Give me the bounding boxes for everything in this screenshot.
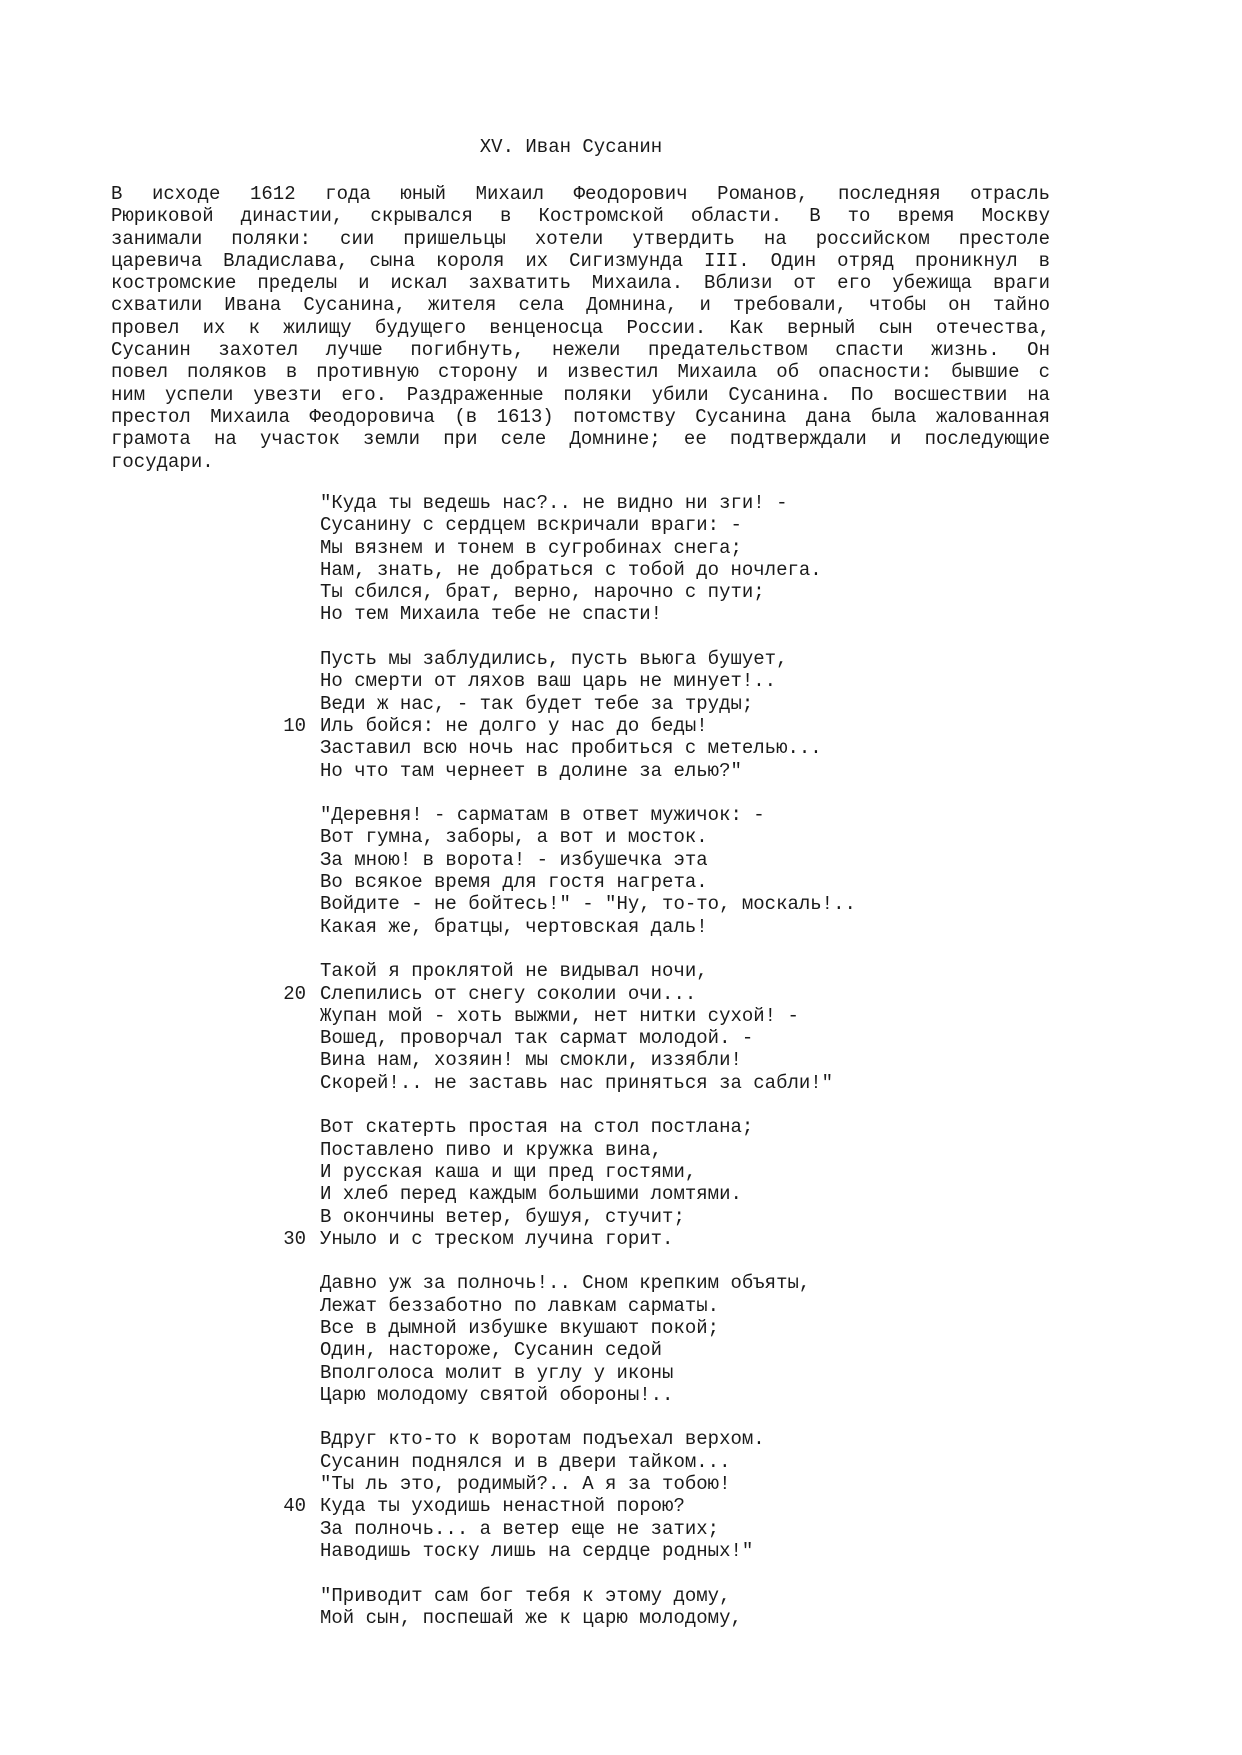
- poem-line-text: Вдруг кто-то к воротам подъехал верхом.: [320, 1428, 765, 1451]
- poem-line: [282, 1027, 1082, 1049]
- poem-line-text: За полночь... а ветер еще не затих;: [320, 1517, 720, 1540]
- intro-line: повел поляков в противную сторону и известил Михаила об опасности: бывшие с: [111, 361, 1050, 384]
- poem-line: [282, 826, 1082, 848]
- poem-line-text: Царю молодому святой обороны!..: [320, 1383, 674, 1406]
- poem-line-text: Все в дымной избушке вкушают покой;: [320, 1316, 720, 1339]
- poem-line: [282, 1384, 1082, 1406]
- poem-line-text: Один, настороже, Сусанин седой: [320, 1339, 663, 1362]
- poem-line: [282, 492, 1082, 514]
- poem-line-text: Пусть мы заблудились, пусть вьюга бушует,: [320, 648, 788, 671]
- poem-line: [282, 737, 1082, 759]
- poem-line-text: Лежат беззаботно по лавкам сарматы.: [320, 1294, 720, 1317]
- poem-line-text: Вот скатерть простая на стол постлана;: [320, 1116, 754, 1139]
- poem-stanza: [282, 648, 1082, 782]
- poem-line: [282, 1072, 1082, 1094]
- poem-line-text: Наводишь тоску лишь на сердце родных!": [320, 1539, 754, 1562]
- intro-line: Рюриковой династии, скрывался в Костромской области. В то время Москву: [111, 205, 1050, 228]
- poem-stanza: [282, 960, 1082, 1094]
- intro-line: престол Михаила Феодоровича (в 1613) потомству Сусанина дана была жалованная: [111, 405, 1050, 428]
- poem-line: [282, 960, 1082, 982]
- poem-stanza: [282, 492, 1082, 626]
- intro-paragraph: [111, 183, 1050, 473]
- poem-line: [282, 760, 1082, 782]
- poem-line: [282, 1540, 1082, 1562]
- poem-line-text: Вот гумна, заборы, а вот и мосток.: [320, 826, 708, 849]
- poem-line-text: Вполголоса молит в углу у иконы: [320, 1361, 674, 1384]
- poem-line-text: Но смерти от ляхов ваш царь не минует!..: [320, 670, 777, 693]
- poem-line: [282, 715, 1082, 737]
- poem-line: [282, 849, 1082, 871]
- poem-line-text: Иль бойся: не долго у нас до беды!: [320, 714, 708, 737]
- poem-stanza: [282, 804, 1082, 938]
- poem-line-text: Вошед, проворчал так сармат молодой. -: [320, 1027, 754, 1050]
- poem-line-text: "Куда ты ведешь нас?.. не видно ни зги! -: [320, 492, 788, 514]
- poem-line: [282, 1272, 1082, 1294]
- line-number: 40: [283, 1495, 306, 1518]
- poem-line: [282, 1206, 1082, 1228]
- line-number: 10: [283, 714, 306, 737]
- intro-line: государи.: [111, 450, 214, 473]
- line-number: 20: [283, 982, 306, 1005]
- poem-line: [282, 1139, 1082, 1161]
- poem-line-text: Войдите - не бойтесь!" - "Ну, то-то, москаль!..: [320, 893, 856, 916]
- poem-line: [282, 1451, 1082, 1473]
- poem-line: [282, 1495, 1082, 1517]
- poem-line: [282, 648, 1082, 670]
- poem-line: [282, 670, 1082, 692]
- poem-line-text: Уныло и с треском лучина горит.: [320, 1227, 674, 1250]
- document-title: XV. Иван Сусанин: [479, 136, 663, 158]
- poem-line-text: Ты сбился, брат, верно, нарочно с пути;: [320, 581, 765, 604]
- poem-line: [282, 514, 1082, 536]
- intro-line: схватили Ивана Сусанина, жителя села Домнина, и требовали, чтобы он тайно: [111, 294, 1050, 317]
- poem-line-text: В окончины ветер, бушуя, стучит;: [320, 1205, 685, 1228]
- poem-line: [282, 537, 1082, 559]
- poem-stanza: [282, 1272, 1082, 1406]
- intro-line: В исходе 1612 года юный Михаил Феодорович Романов, последняя отрасль: [111, 183, 1050, 205]
- poem-line: [282, 603, 1082, 625]
- poem-stanza: [282, 1116, 1082, 1250]
- poem-line-text: Поставлено пиво и кружка вина,: [320, 1138, 663, 1161]
- poem-line: [282, 1317, 1082, 1339]
- intro-line: Сусанин захотел лучше погибнуть, нежели предательством спасти жизнь. Он: [111, 339, 1050, 362]
- poem-line-text: За мною! в ворота! - избушечка эта: [320, 848, 708, 871]
- poem-line-text: Но что там чернеет в долине за елью?": [320, 759, 742, 782]
- poem-line: [282, 1607, 1082, 1629]
- line-number: 30: [283, 1227, 306, 1250]
- poem-line: [282, 693, 1082, 715]
- poem-line: [282, 1228, 1082, 1250]
- poem-line: [282, 1585, 1082, 1607]
- poem-line-text: Слепились от снегу соколии очи...: [320, 982, 697, 1005]
- poem-line-text: Сусанину с сердцем вскричали враги: -: [320, 514, 742, 537]
- poem-line-text: Нам, знать, не добраться с тобой до ночлега.: [320, 558, 822, 581]
- poem-stanza: [282, 1585, 1082, 1630]
- poem-line-text: Куда ты уходишь ненастной порою?: [320, 1495, 685, 1518]
- poem-line: [282, 1518, 1082, 1540]
- intro-line: ним успели увезти его. Раздраженные поляки убили Сусанина. По восшествии на: [111, 383, 1050, 406]
- poem-line: [282, 1183, 1082, 1205]
- poem-line: [282, 1339, 1082, 1361]
- poem-line: [282, 1428, 1082, 1450]
- poem-line-text: Сусанин поднялся и в двери тайком...: [320, 1450, 731, 1473]
- poem-line-text: Скорей!.. не заставь нас приняться за сабли!": [320, 1071, 834, 1094]
- intro-line: провел их к жилищу будущего венценосца России. Как верный сын отечества,: [111, 316, 1050, 339]
- poem-body: [282, 492, 1082, 1651]
- poem-line: [282, 1049, 1082, 1071]
- poem-line-text: Жупан мой - хоть выжми, нет нитки сухой! -: [320, 1004, 799, 1027]
- poem-line-text: И хлеб перед каждым большими ломтями.: [320, 1183, 742, 1206]
- poem-line-text: И русская каша и щи пред гостями,: [320, 1160, 697, 1183]
- poem-line-text: Но тем Михаила тебе не спасти!: [320, 603, 663, 626]
- poem-line: [282, 581, 1082, 603]
- poem-line: [282, 1295, 1082, 1317]
- intro-line: костромские пределы и искал захватить Михаила. Вблизи от его убежища враги: [111, 272, 1050, 295]
- poem-stanza: [282, 1428, 1082, 1562]
- poem-line: [282, 804, 1082, 826]
- poem-line: [282, 871, 1082, 893]
- poem-line: [282, 1362, 1082, 1384]
- poem-line-text: Мой сын, поспешай же к царю молодому,: [320, 1606, 742, 1629]
- poem-line-text: Какая же, братцы, чертовская даль!: [320, 915, 708, 938]
- poem-line-text: "Деревня! - сарматам в ответ мужичок: -: [320, 804, 765, 827]
- intro-line: занимали поляки: сии пришельцы хотели утвердить на российском престоле: [111, 227, 1050, 250]
- poem-line-text: Заставил всю ночь нас пробиться с метелью...: [320, 737, 822, 760]
- poem-line: [282, 893, 1082, 915]
- poem-line-text: Во всякое время для гостя нагрета.: [320, 871, 708, 894]
- poem-line-text: Вина нам, хозяин! мы смокли, иззябли!: [320, 1049, 742, 1072]
- poem-line: [282, 983, 1082, 1005]
- poem-line: [282, 1473, 1082, 1495]
- poem-line-text: Веди ж нас, - так будет тебе за труды;: [320, 692, 754, 715]
- poem-line-text: Давно уж за полночь!.. Сном крепким объяты,: [320, 1272, 811, 1295]
- poem-line-text: Такой я проклятой не видывал ночи,: [320, 960, 708, 983]
- poem-line: [282, 1005, 1082, 1027]
- poem-line-text: Мы вязнем и тонем в сугробинах снега;: [320, 536, 742, 559]
- poem-line: [282, 1116, 1082, 1138]
- poem-line: [282, 559, 1082, 581]
- intro-line: царевича Владислава, сына короля их Сигизмунда III. Один отряд проникнул в: [111, 249, 1050, 272]
- poem-line-text: "Ты ль это, родимый?.. А я за тобою!: [320, 1473, 731, 1496]
- poem-line: [282, 916, 1082, 938]
- poem-line: [282, 1161, 1082, 1183]
- poem-line-text: "Приводит сам бог тебя к этому дому,: [320, 1584, 731, 1607]
- intro-line: грамота на участок земли при селе Домнине; ее подтверждали и последующие: [111, 428, 1050, 451]
